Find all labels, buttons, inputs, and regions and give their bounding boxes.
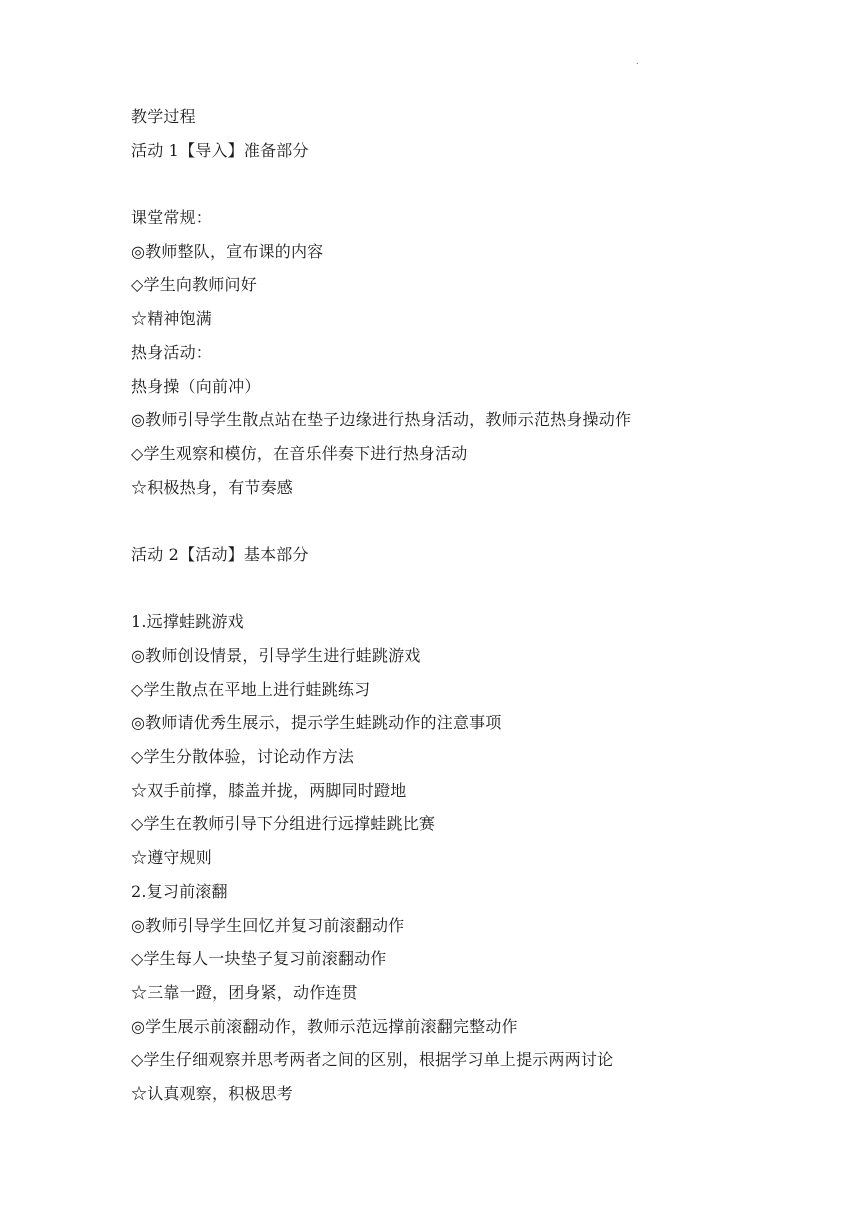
teacher-item: ◎学生展示前滚翻动作，教师示范远撑前滚翻完整动作 <box>131 1016 518 1036</box>
teacher-item: ◎教师引导学生散点站在垫子边缘进行热身活动，教师示范热身操动作 <box>131 410 632 430</box>
teacher-item: ◎教师请优秀生展示，提示学生蛙跳动作的注意事项 <box>131 713 502 733</box>
goal-item: ☆遵守规则 <box>131 848 213 868</box>
activity-title: 活动 1【导入】准备部分 <box>131 140 309 160</box>
goal-item: ☆三靠一蹬，团身紧，动作连贯 <box>131 982 358 1002</box>
student-item: ◇学生分散体验，讨论动作方法 <box>131 747 355 767</box>
student-item: ◇学生仔细观察并思考两者之间的区别，根据学习单上提示两两讨论 <box>131 1050 614 1070</box>
numbered-heading: 1.远撑蛙跳游戏 <box>131 612 244 632</box>
blank-line <box>131 167 771 201</box>
numbered-heading: 2.复习前滚翻 <box>131 881 228 901</box>
subsection-heading: 课堂常规： <box>131 208 213 228</box>
section-heading: 教学过程 <box>131 107 196 126</box>
goal-item: ☆认真观察，积极思考 <box>131 1083 294 1103</box>
student-item: ◇学生向教师问好 <box>131 275 257 295</box>
teacher-item: ◎教师整队，宣布课的内容 <box>131 241 324 261</box>
subsection-heading: 热身活动： <box>131 342 213 362</box>
exercise-name: 热身操（向前冲） <box>131 376 261 396</box>
teacher-item: ◎教师引导学生回忆并复习前滚翻动作 <box>131 915 405 935</box>
goal-item: ☆积极热身，有节奏感 <box>131 477 294 497</box>
page-marker: . <box>636 57 639 66</box>
student-item: ◇学生散点在平地上进行蛙跳练习 <box>131 679 371 699</box>
student-item: ◇学生观察和模仿，在音乐伴奏下进行热身活动 <box>131 443 468 463</box>
student-item: ◇学生每人一块垫子复习前滚翻动作 <box>131 949 387 969</box>
student-item: ◇学生在教师引导下分组进行远撑蛙跳比赛 <box>131 814 436 834</box>
goal-item: ☆精神饱满 <box>131 309 213 329</box>
document-body <box>131 100 771 1111</box>
teacher-item: ◎教师创设情景，引导学生进行蛙跳游戏 <box>131 646 421 665</box>
blank-line <box>131 572 771 606</box>
goal-item: ☆双手前撑，膝盖并拢，两脚同时蹬地 <box>131 780 407 800</box>
activity-title: 活动 2【活动】基本部分 <box>131 544 309 564</box>
blank-line <box>131 504 771 538</box>
